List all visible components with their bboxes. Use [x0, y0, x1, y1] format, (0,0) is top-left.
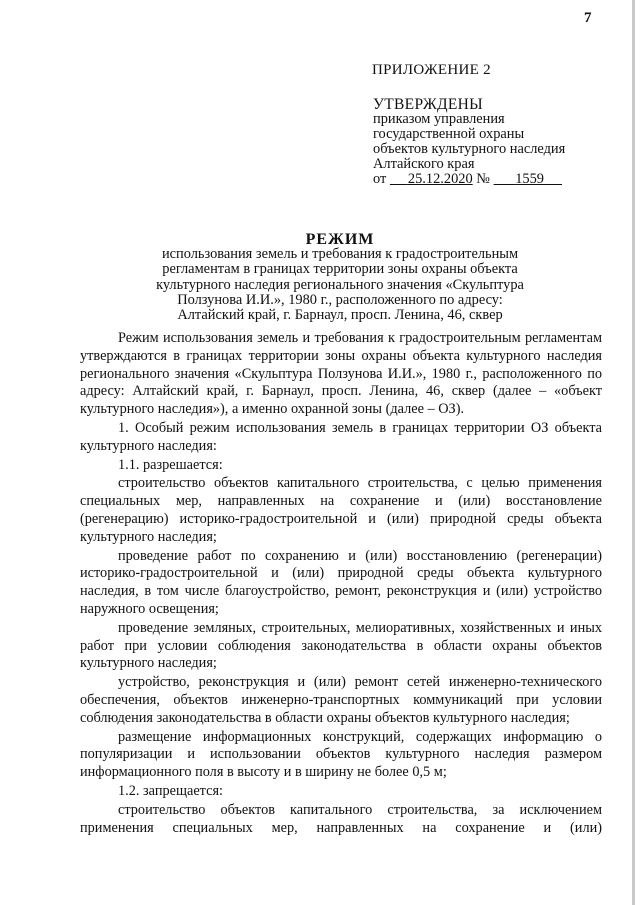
scan-edge — [632, 0, 635, 905]
paragraph-allowed-item: проведение земляных, строительных, мелиоративных, хозяйственных и иных работ при условии соблюдения законодательства в области охраны объектов культурного наследия; — [80, 619, 602, 672]
appendix-label: ПРИЛОЖЕНИЕ 2 — [372, 62, 491, 78]
approval-heading: УТВЕРЖДЕНЫ — [373, 96, 483, 113]
approval-line: приказом управления — [373, 111, 505, 127]
title-line: Ползунова И.И.», 1980 г., расположенного по адресу: — [177, 291, 503, 308]
from-label: от — [373, 171, 387, 187]
document-title — [120, 232, 560, 323]
approval-line: объектов культурного наследия — [373, 141, 566, 157]
approval-block — [373, 97, 623, 187]
document-body — [80, 330, 602, 838]
approval-date-number — [373, 172, 623, 187]
page-number: 7 — [584, 10, 592, 26]
title-line: использования земель и требования к градостроительным — [161, 246, 519, 263]
paragraph-prohibited-item: строительство объектов капитального строительства, за исключением применения специальных мер, направленных на сохранение и (или) — [80, 801, 602, 836]
title-line: Алтайский край, г. Барнаул, просп. Ленина, 46, сквер — [177, 307, 503, 324]
approval-line: государственной охраны — [373, 126, 525, 142]
paragraph-section-1: 1. Особый режим использования земель в границах территории ОЗ объекта культурного наследия: — [80, 419, 602, 454]
title-line: регламентам в границах территории зоны охраны объекта — [162, 261, 518, 278]
paragraph-allowed-item: строительство объектов капитального строительства, с целью применения специальных мер, направленных на сохранение и (или) восстановление (регенерацию) историко-градостроительной и (или) природной среды объекта культурного наследия; — [80, 475, 602, 545]
paragraph-allowed-item: проведение работ по сохранению и (или) восстановлению (регенерации) историко-градостроительной и (или) природной среды объекта культурного наследия, в том числе благоустройство, ремонт, реконструкция и (или) устройство наружного освещения; — [80, 547, 602, 617]
paragraph-1-1: 1.1. разрешается: — [118, 456, 223, 473]
number-label: № — [476, 171, 491, 187]
paragraph-allowed-item: устройство, реконструкция и (или) ремонт сетей инженерно-технического обеспечения, объектов инженерно-транспортных коммуникаций при условии соблюдения законодательства в области охраны объектов культурного наследия; — [80, 674, 602, 726]
paragraph-1-2: 1.2. запрещается: — [118, 782, 223, 799]
paragraph-intro: Режим использования земель и требования к градостроительным регламентам утверждаются в границах территории зоны охраны объекта культурного наследия регионального значения «Скульптура Ползунова И.И.», 1980 г., расположенного по адресу: Алтайский край, г. Барнаул, просп. Ленина, 46, сквер (далее – «объект культурного наследия»), а именно охранной зоны (далее – ОЗ). — [80, 330, 602, 418]
title-line: культурного наследия регионального значения «Скульптура — [156, 276, 524, 293]
paragraph-allowed-item: размещение информационных конструкций, содержащих информацию о популяризации и использовании объектов культурного наследия размером информационного поля в высоту и в ширину не более 0,5 м; — [80, 728, 602, 781]
approval-date: 25.12.2020 — [407, 171, 473, 187]
title-heading: РЕЖИМ — [305, 231, 375, 248]
approval-number: 1559 — [515, 171, 544, 187]
approval-line: Алтайского края — [373, 156, 475, 172]
